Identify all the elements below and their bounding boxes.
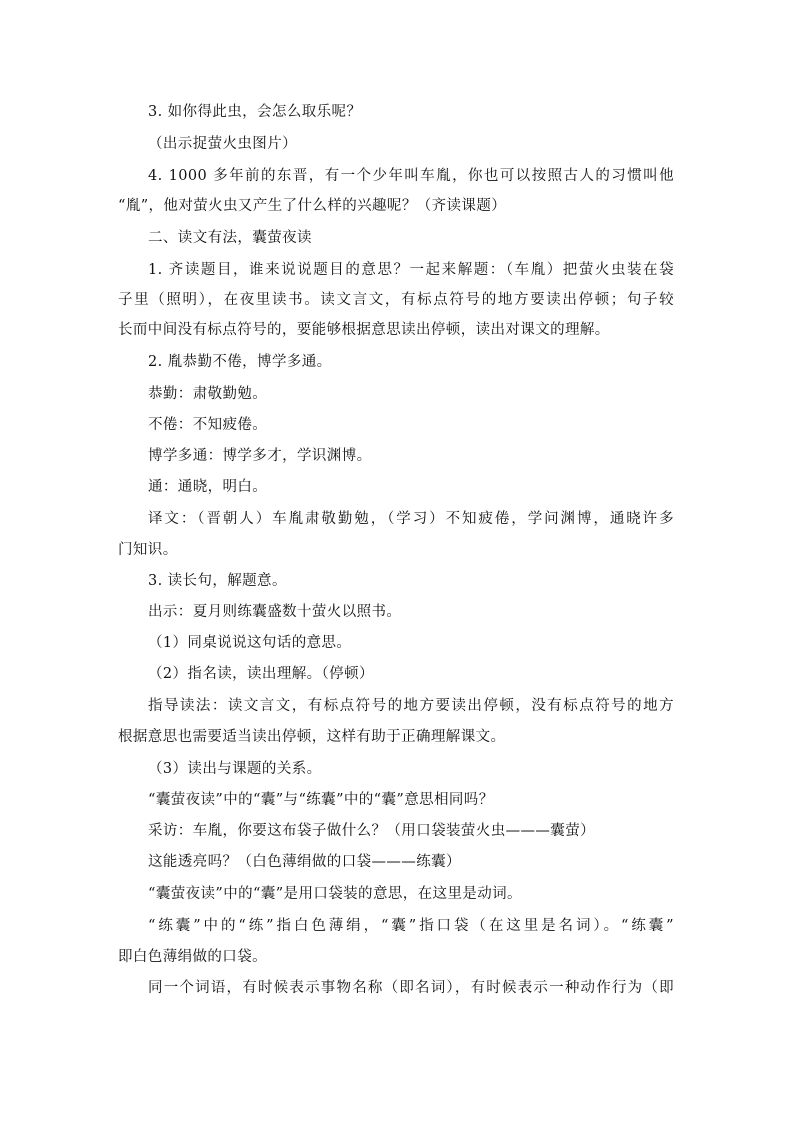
text-line: 子里（照明），在夜里读书。读文言文，有标点符号的地方要读出停顿；句子较 [118,292,674,308]
text-line: （3）读出与课题的关系。 [148,761,322,777]
text-line: 这能透亮吗？（白色薄绢做的口袋———练囊） [148,854,461,870]
text-line: （2）指名读，读出理解。（停顿） [148,666,374,682]
text-line: （1）同桌说说这句话的意思。 [148,635,352,651]
text-line: 不倦：不知疲倦。 [148,417,268,433]
text-line: 4. 1000 多年前的东晋，有一个少年叫车胤，你也可以按照古人的习惯叫他 [148,168,674,184]
text-line: 3. 如你得此虫，会怎么取乐呢？ [148,104,362,120]
text-line: 指导读法：读文言文，有标点符号的地方要读出停顿，没有标点符号的地方 [148,698,674,714]
text-line: （出示捉萤火虫图片） [148,136,297,152]
text-line: 出示：夏月则练囊盛数十萤火以照书。 [148,604,402,620]
text-line: 1. 齐读题目，谁来说说题目的意思？一起来解题：（车胤）把萤火虫装在袋 [148,262,674,278]
text-line: 3. 读长句，解题意。 [148,573,287,589]
text-line: 博学多通：博学多才，学识渊博。 [148,448,372,464]
text-line: 恭勤：肃敬勤勉。 [148,386,268,402]
text-line: 根据意思也需要适当读出停顿，这样有助于正确理解课文。 [118,729,506,745]
text-line: “胤”，他对萤火虫又产生了什么样的兴趣呢？（齐读课题） [118,198,507,214]
text-line: “练囊”中的“练”指白色薄绢，“囊”指口袋（在这里是名词）。“练囊” [148,918,674,934]
text-line: 即白色薄绢做的口袋。 [118,949,267,965]
text-line: 采访：车胤，你要这布袋子做什么？（用口袋装萤火虫———囊萤） [148,823,595,839]
text-line: 长而中间没有标点符号的，要能够根据意思读出停顿，读出对课文的理解。 [118,322,610,338]
text-line: “囊萤夜读”中的“囊”是用口袋装的意思，在这里是动词。 [148,886,522,902]
text-line: 通：通晓，明白。 [148,479,268,495]
text-line: 门知识。 [118,542,178,558]
text-line: 译文：（晋朝人）车胤肃敬勤勉，（学习）不知疲倦，学问渊博，通晓许多 [148,511,674,527]
text-line: “囊萤夜读”中的“囊”与“练囊”中的“囊”意思相同吗？ [148,792,494,808]
section-heading: 二、读文有法，囊萤夜读 [148,230,312,246]
text-line: 同一个词语，有时候表示事物名称（即名词），有时候表示一种动作行为（即 [148,980,674,996]
text-line: 2. 胤恭勤不倦，博学多通。 [148,354,332,370]
